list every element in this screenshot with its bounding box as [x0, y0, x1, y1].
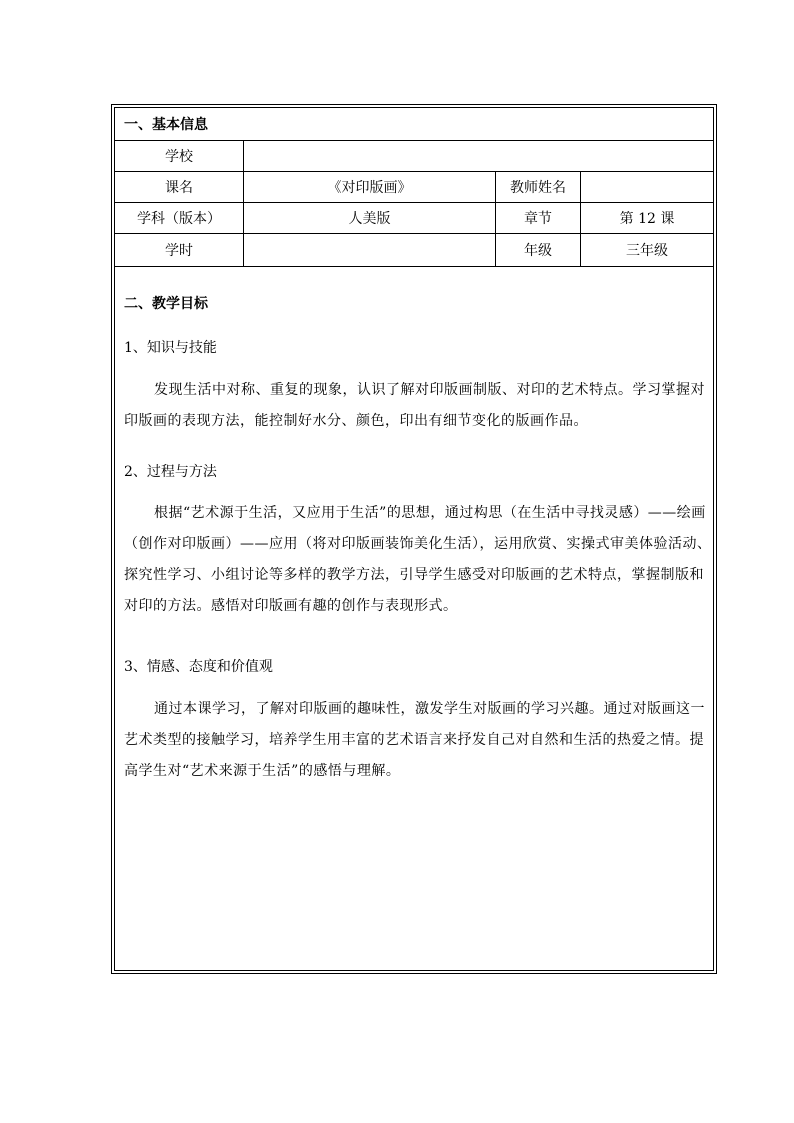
subject-row [115, 203, 713, 234]
section2-title: 二、教学目标 [124, 296, 208, 312]
course-label: 课名 [165, 180, 193, 196]
school-value [244, 141, 713, 171]
objectives-section [115, 268, 713, 970]
teacher-value [581, 172, 713, 202]
section1-row [115, 108, 713, 141]
grade-value: 三年级 [626, 243, 668, 259]
school-row [115, 141, 713, 172]
item1-paragraph: 发现生活中对称、重复的现象，认识了解对印版画制版、对印的艺术特点。学习掌握对印版画的表现方法，能控制好水分、颜色，印出有细节变化的版画作品。 [124, 382, 705, 429]
lesson-plan-table [111, 104, 717, 974]
course-value: 《对印版画》 [327, 180, 412, 196]
section1-title: 一、基本信息 [124, 117, 208, 133]
subject-label: 学科（版本） [137, 211, 221, 227]
item2-paragraph: 根据“艺术源于生活，又应用于生活”的思想，通过构思（在生活中寻找灵感）——绘画（创作对印版画）——应用（将对印版画装饰美化生活），运用欣赏、实操式审美体验活动、探究性学习、小组讨论等多样的教学方法，引导学生感受对印版画的艺术特点，掌握制版和对印的方法。感悟对印版画有趣的创作与表现形式。 [124, 505, 712, 614]
item3-paragraph: 通过本课学习，了解对印版画的趣味性，激发学生对版画的学习兴趣。通过对版画这一艺术类型的接触学习，培养学生用丰富的艺术语言来抒发自己对自然和生活的热爱之情。提高学生对“艺术来源于生活”的感悟与理解。 [124, 701, 705, 779]
course-row [115, 172, 713, 203]
hours-value [244, 234, 495, 266]
chapter-label: 章节 [524, 211, 552, 227]
item1-title: 1、知识与技能 [124, 340, 217, 356]
table-inner-border [114, 107, 714, 971]
teacher-label: 教师姓名 [510, 180, 566, 196]
school-label: 学校 [165, 149, 193, 165]
subject-value: 人美版 [348, 211, 391, 227]
chapter-value: 第 12 课 [619, 211, 675, 227]
hours-label: 学时 [165, 243, 193, 259]
hours-row [115, 234, 713, 267]
grade-label: 年级 [524, 243, 552, 259]
item3-title: 3、情感、态度和价值观 [124, 659, 273, 675]
item2-title: 2、过程与方法 [124, 464, 217, 480]
